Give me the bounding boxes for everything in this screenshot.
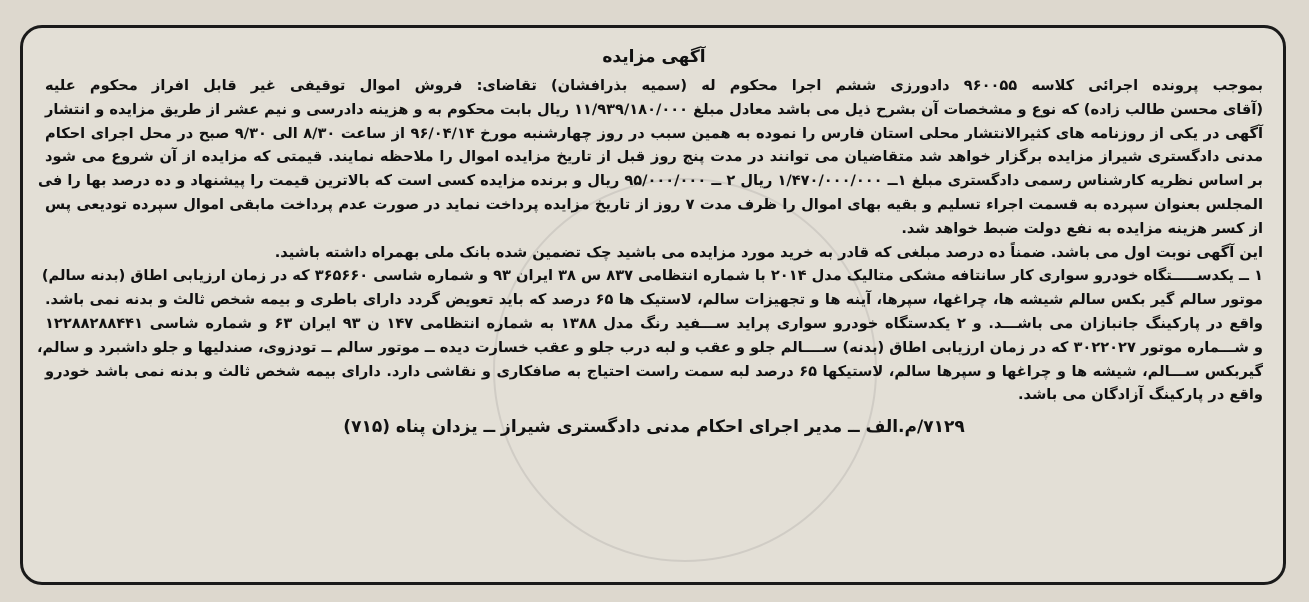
notice-line-10: موتور سالم گیر بکس سالم شیشه ها، چراغها، سپرها، آینه ها و تجهیزات سالم، لاستیک ها ۶۵ درصد که باید تعویض گردد دارای باطری و بیمه شخص ثالث و بدنه نمی باشد. <box>45 291 1263 309</box>
notice-title: آگهی مزایده <box>602 47 706 67</box>
notice-line-6: المجلس بعنوان سپرده به قسمت اجراء تسلیم و بقیه بهای اموال را ظرف مدت ۷ روز از تاریخ مزایده پرداخت نماید در صورت عدم پرداخت مابقی اموال سپرده تودیعی پس <box>45 195 1263 213</box>
notice-footer-signature: ۷۱۲۹/م.الف ــ مدیر اجرای احکام مدنی دادگستری شیراز ــ یزدان پناه (۷۱۵) <box>343 417 965 438</box>
notice-line-5: بر اساس نظریه کارشناس رسمی دادگستری مبلغ ۱ــ ۱/۴۷۰/۰۰۰/۰۰۰ ریال ۲ ــ ۹۵/۰۰۰/۰۰۰ ریال و برنده مزایده کسی است که بالاترین قیمت را پیشنهاد و ده درصد بها را فی <box>37 172 1263 190</box>
notice-content <box>37 46 1263 439</box>
notice-line-11: واقع در پارکینگ جانبازان می باشـــد. و ۲ یکدستگاه خودرو سواری پراید ســـفید رنگ مدل ۱۳۸۸ به شماره انتظامی ۱۴۷ ن ۹۳ ایران ۶۳ و شماره شاسی ۱۲۲۸۸۲۸۸۴۴۱ <box>45 314 1263 332</box>
notice-line-4: مدنی دادگستری شیراز مزایده برگزار خواهد شد متقاضیان می توانند در مدت پنج روز قبل از تاریخ مزایده اموال را ملاحظه نمایند. قیمتی که مزایده از آن شروع می شود <box>45 148 1263 166</box>
notice-line-9: ۱ ــ یکدســـــتگاه خودرو سواری کار سانتافه مشکی متالیک مدل ۲۰۱۴ با شماره انتظامی ۸۳۷ س ۳۸ ایران ۹۳ و شماره شاسی ۳۶۵۶۶۰ که در زمان ارزیابی اطاق (بدنه سالم) <box>41 267 1263 285</box>
notice-line-12: و شـــماره موتور ۳۰۲۲۰۲۷ که در زمان ارزیابی اطاق (بدنه) ســــالم جلو و عقب و لبه درب جلو و عقب خسارت دیده ــ موتور سالم ــ تودزوی، صندلیها و جلو داشبرد و سالم، <box>37 338 1263 356</box>
notice-line-14: واقع در پارکینگ آزادگان می باشد. <box>1017 386 1263 404</box>
notice-line-8: این آگهی نوبت اول می باشد. ضمناً ده درصد مبلغی که قادر به خرید مورد مزایده می باشید چک تضمین شده بانک ملی بهمراه داشته باشید. <box>274 243 1263 261</box>
notice-line-1: بموجب پرونده اجرائی کلاسه ۹۶۰۰۵۵ دادورزی ششم اجرا محکوم له (سمیه بذرافشان) تقاضای: فروش اموال توقیفی غیر قابل افراز محکوم علیه <box>45 77 1263 94</box>
notice-line-3: آگهی در یکی از روزنامه های کثیرالانتشار محلی استان فارس را نموده به همین سبب در روز چهارشنبه مورخ ۹۶/۰۴/۱۴ از ساعت ۸/۳۰ الی ۹/۳۰ صبح در محل اجرای احکام <box>45 124 1263 142</box>
notice-line-13: گیربکس ســـالم، شیشه ها و چراغها و سپرها سالم، لاستیکها ۶۵ درصد لبه سمت راست احتیاج به صافکاری و نقاشی دارد. دارای بیمه شخص ثالث و بدنه نمی باشد خودرو <box>45 362 1263 380</box>
notice-line-2: (آقای محسن طالب زاده) که نوع و مشخصات آن بشرح ذیل می باشد معادل مبلغ ۱۱/۹۳۹/۱۸۰/۰۰۰ ریال بابت محکوم به و هزینه دادرسی و نیم عشر از طریق مزایده و انتشار <box>45 100 1263 118</box>
notice-frame <box>20 25 1286 585</box>
notice-line-7: از کسر هزینه مزایده به نفع دولت ضبط خواهد شد. <box>901 219 1263 237</box>
